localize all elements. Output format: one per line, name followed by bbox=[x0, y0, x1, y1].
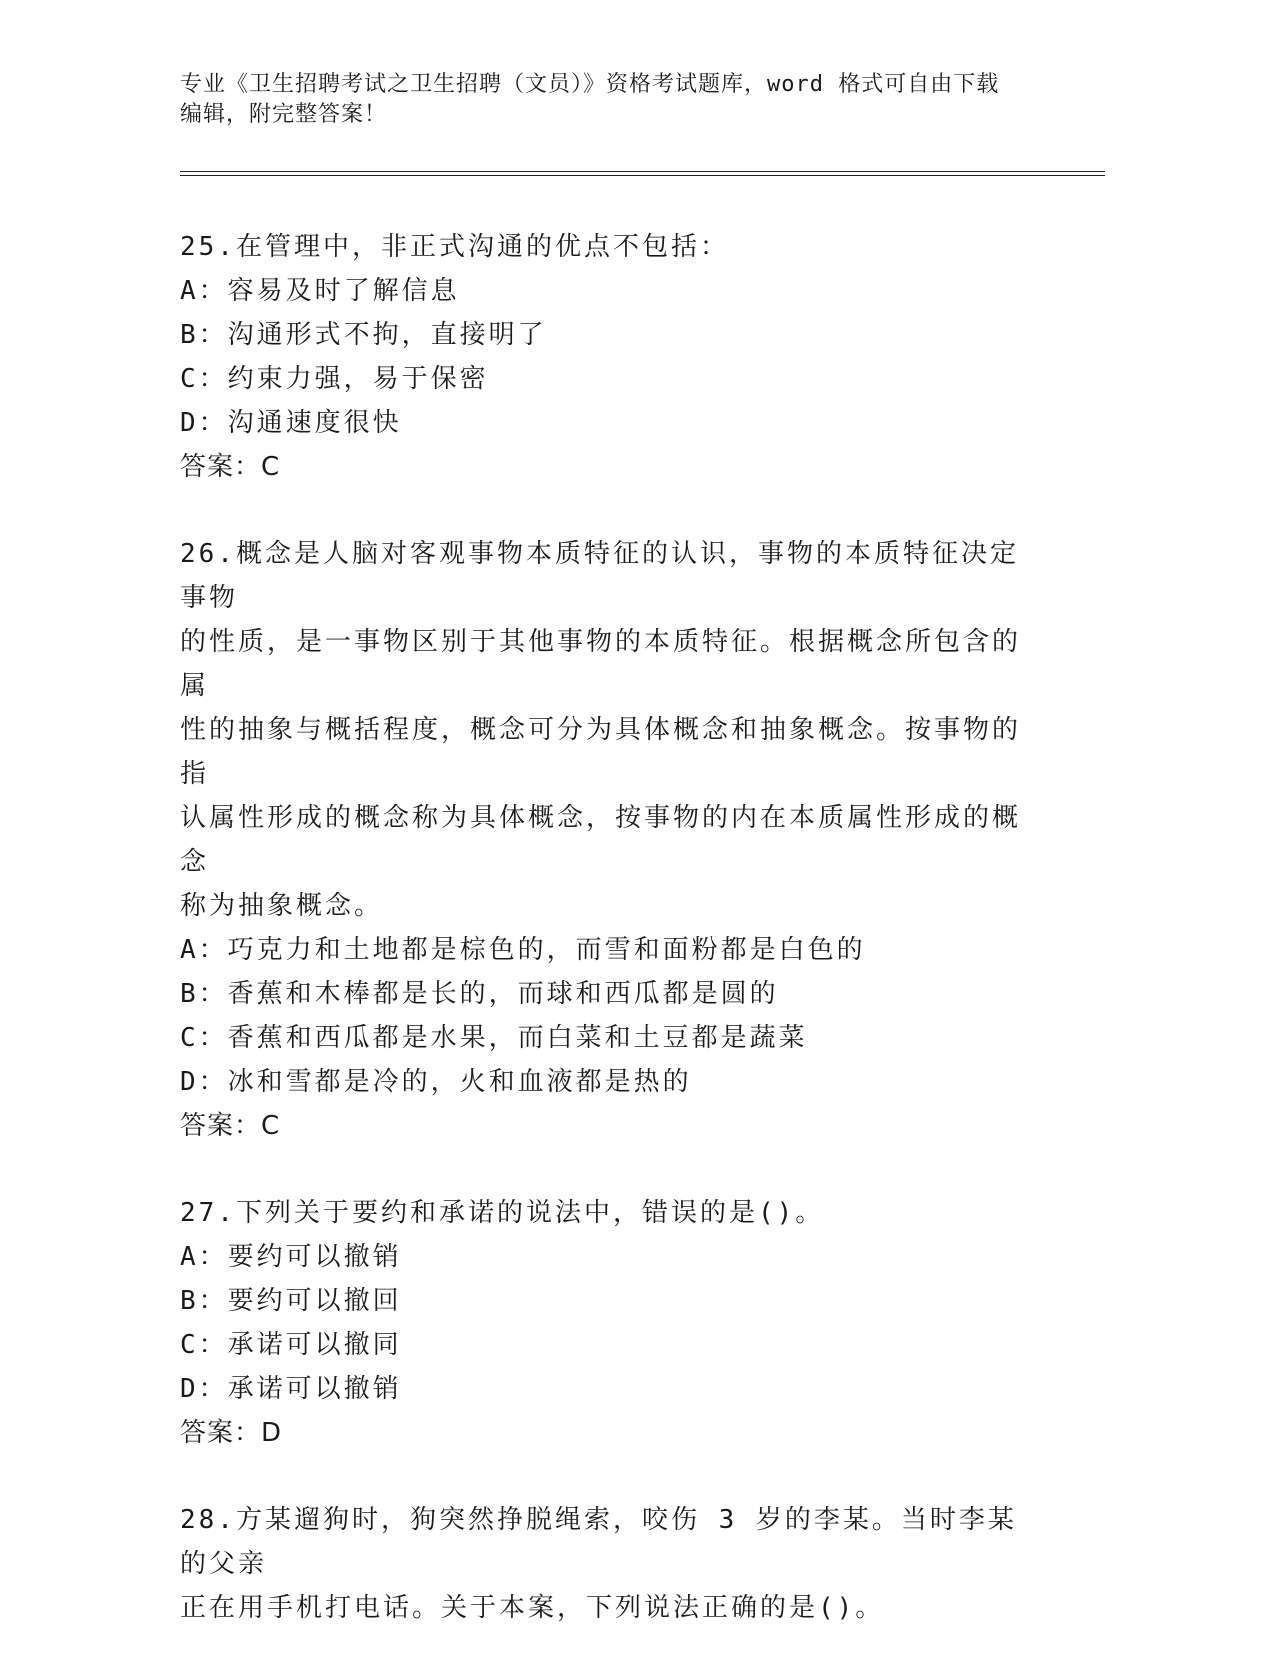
answer-option: D：沟通速度很快 bbox=[180, 408, 402, 438]
answer-option: D：冰和雪都是冷的，火和血液都是热的 bbox=[180, 1067, 692, 1097]
answer-option: C：约束力强，易于保密 bbox=[180, 364, 489, 394]
question-stem-line: 27.下列关于要约和承诺的说法中，错误的是()。 bbox=[180, 1198, 825, 1228]
answer-option: A：容易及时了解信息 bbox=[180, 276, 460, 306]
question-stem-line: 的性质，是一事物区别于其他事物的本质特征。根据概念所包含的属 bbox=[180, 627, 1022, 701]
answer-option: D：承诺可以撤销 bbox=[180, 1374, 402, 1404]
question-stem-line: 28.方某遛狗时，狗突然挣脱绳索，咬伤 3 岁的李某。当时李某的父亲 bbox=[180, 1505, 1017, 1579]
answer-option: C：香蕉和西瓜都是水果，而白菜和土豆都是蔬菜 bbox=[180, 1023, 808, 1053]
header-line-2: 编辑，附完整答案！ bbox=[180, 102, 388, 127]
question-block bbox=[180, 1498, 1040, 1630]
question-stem-line: 正在用手机打电话。关于本案，下列说法正确的是()。 bbox=[180, 1593, 885, 1623]
question-list bbox=[180, 225, 1040, 1673]
question-block bbox=[180, 225, 1040, 489]
answer-option: B：要约可以撤回 bbox=[180, 1286, 402, 1316]
answer-option: A：巧克力和土地都是棕色的，而雪和面粉都是白色的 bbox=[180, 935, 866, 965]
question-stem-line: 性的抽象与概括程度，概念可分为具体概念和抽象概念。按事物的指 bbox=[180, 715, 1022, 789]
question-stem-line: 26.概念是人脑对客观事物本质特征的认识，事物的本质特征决定事物 bbox=[180, 539, 1019, 613]
answer-option: A：要约可以撤销 bbox=[180, 1242, 402, 1272]
question-stem-line: 认属性形成的概念称为具体概念，按事物的内在本质属性形成的概念 bbox=[180, 803, 1022, 877]
answer-key: 答案：C bbox=[180, 1111, 281, 1141]
answer-key: 答案：D bbox=[180, 1418, 283, 1448]
answer-option: C：承诺可以撤同 bbox=[180, 1330, 402, 1360]
header-divider-bottom bbox=[180, 175, 1105, 176]
question-stem-line: 25.在管理中，非正式沟通的优点不包括： bbox=[180, 232, 729, 262]
header-divider-top bbox=[180, 171, 1105, 172]
document-header bbox=[180, 70, 1080, 130]
answer-key: 答案：C bbox=[180, 452, 281, 482]
question-block bbox=[180, 532, 1040, 1148]
answer-option: B：香蕉和木棒都是长的，而球和西瓜都是圆的 bbox=[180, 979, 779, 1009]
question-block bbox=[180, 1191, 1040, 1455]
answer-option: B：沟通形式不拘，直接明了 bbox=[180, 320, 547, 350]
header-line-1: 专业《卫生招聘考试之卫生招聘（文员）》资格考试题库，word 格式可自由下载 bbox=[180, 72, 1000, 97]
question-stem-line: 称为抽象概念。 bbox=[180, 891, 384, 921]
